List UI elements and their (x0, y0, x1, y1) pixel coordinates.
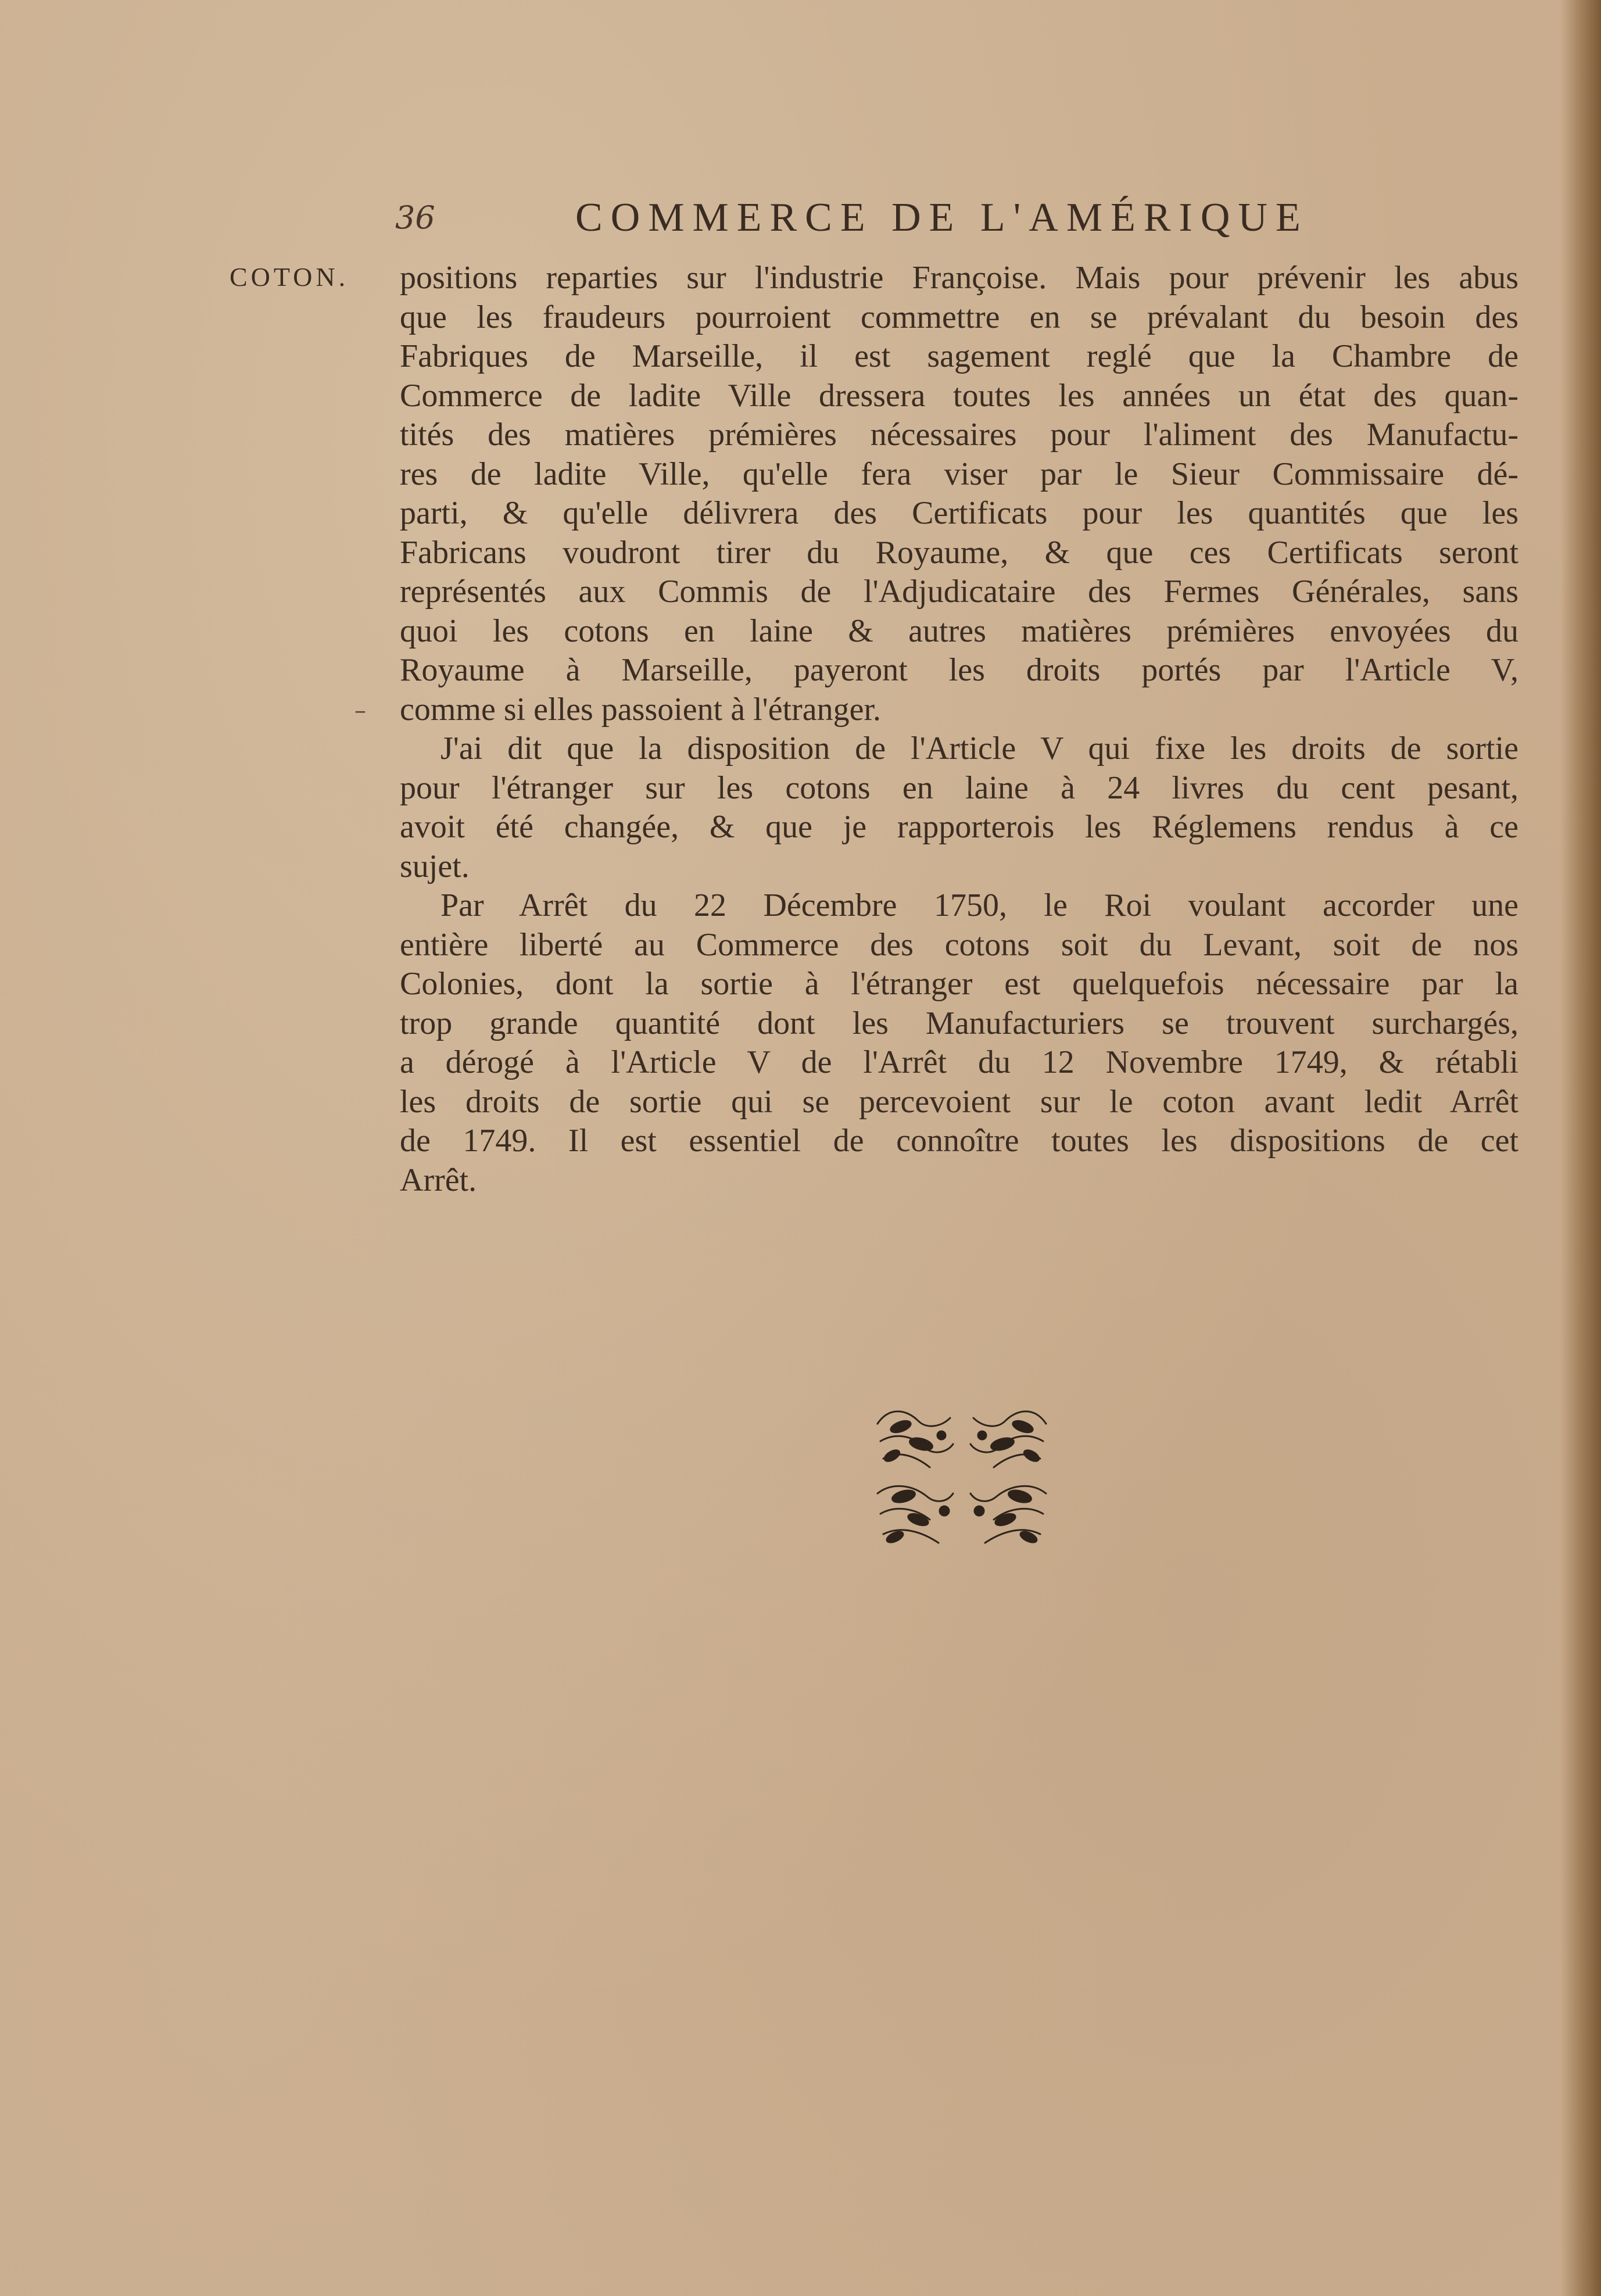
paragraph-3 (400, 886, 1518, 1200)
text-line: Royaume à Marseille, payeront les droits portés par l'Article V, (400, 652, 1518, 688)
text-line: entière liberté au Commerce des cotons soit du Levant, soit de nos (400, 926, 1518, 963)
margin-mark: – (354, 697, 366, 724)
text-line: quoi les cotons en laine & autres matières prémières envoyées du (400, 612, 1518, 649)
text-line: les droits de sortie qui se percevoient sur le coton avant ledit Arrêt (400, 1083, 1518, 1120)
text-line: Par Arrêt du 22 Décembre 1750, le Roi voulant accorder une (440, 887, 1518, 923)
text-line: comme si elles passoient à l'étranger. (400, 691, 882, 728)
fleuron-ornament-icon (866, 1400, 1058, 1552)
text-line: a dérogé à l'Article V de l'Arrêt du 12 Novembre 1749, & rétabli (400, 1044, 1518, 1080)
running-head (395, 195, 1371, 241)
body-text (400, 259, 1518, 1200)
text-line: pour l'étranger sur les cotons en laine à 24 livres du cent pesant, (400, 769, 1518, 806)
page-title: COMMERCE DE L'AMÉRIQUE (575, 195, 1309, 240)
text-line: de 1749. Il est essentiel de connoître toutes les dispositions de cet (400, 1123, 1518, 1159)
text-line: Colonies, dont la sortie à l'étranger est quelquefois nécessaire par la (400, 966, 1518, 1002)
text-line: Arrêt. (400, 1162, 477, 1198)
paragraph-1 (400, 259, 1518, 729)
page-edge-shadow (1560, 0, 1601, 2296)
text-line: avoit été changée, & que je rapporterois les Réglemens rendus à ce (400, 809, 1518, 845)
page-number: 36 (395, 199, 435, 236)
text-line: res de ladite Ville, qu'elle fera viser par le Sieur Commissaire dé- (400, 456, 1518, 492)
text-line: représentés aux Commis de l'Adjudicataire des Fermes Générales, sans (400, 574, 1518, 610)
text-line: positions reparties sur l'industrie Françoise. Mais pour prévenir les abus (400, 260, 1518, 296)
text-line: sujet. (400, 848, 470, 884)
text-line: trop grande quantité dont les Manufacturiers se trouvent surchargés, (400, 1005, 1518, 1041)
paragraph-2 (400, 729, 1518, 886)
text-line: J'ai dit que la disposition de l'Article V qui fixe les droits de sortie (440, 730, 1518, 766)
text-line: parti, & qu'elle délivrera des Certificats pour les quantités que les (400, 495, 1518, 531)
margin-note: COTON. (230, 262, 349, 292)
text-line: que les fraudeurs pourroient commettre en se prévalant du besoin des (400, 299, 1518, 335)
text-line: Commerce de ladite Ville dressera toutes les années un état des quan- (400, 377, 1518, 414)
text-line: tités des matières prémières nécessaires pour l'aliment des Manufactu- (400, 417, 1518, 453)
text-line: Fabricans voudront tirer du Royaume, & que ces Certificats seront (400, 534, 1518, 571)
text-line: Fabriques de Marseille, il est sagement reglé que la Chambre de (400, 338, 1518, 374)
